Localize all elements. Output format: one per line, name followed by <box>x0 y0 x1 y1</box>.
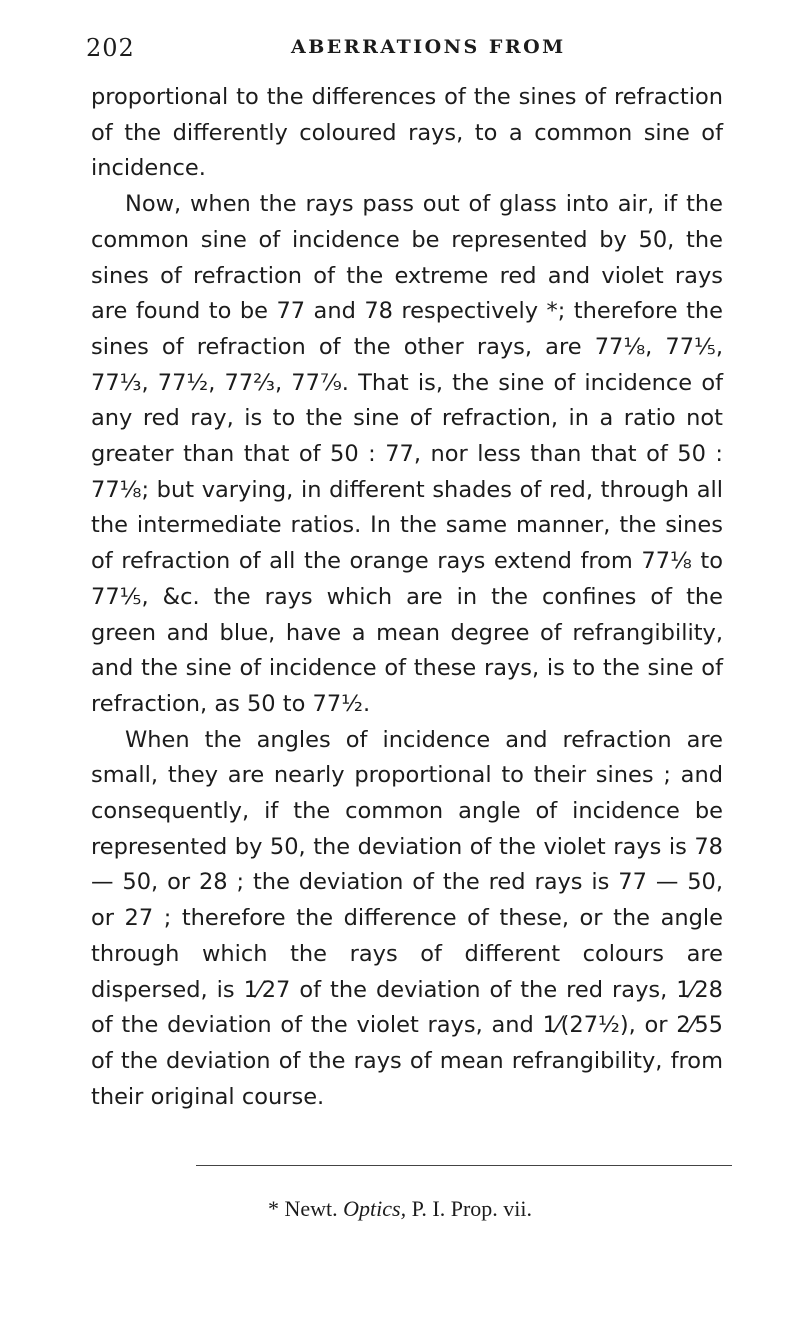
body-text <box>91 80 723 1115</box>
footnote-divider <box>196 1165 732 1166</box>
footnote-author: Newt. <box>284 1196 338 1221</box>
page-header <box>86 34 714 68</box>
footnote-work: Optics, <box>343 1196 407 1221</box>
footnote <box>0 1196 800 1222</box>
paragraph-2: Now, when the rays pass out of glass into air, if the common sine of incidence be represented by 50, the sines of refraction of the extreme red and violet rays are found to be 77 and 78 respectively *; therefore the sines of refraction of the other rays, are 77⅛, 77⅕, 77⅓, 77½, 77⅔, 77⁷⁄₉. That is, the sine of incidence of any red ray, is to the sine of refraction, in a ratio not greater than that of 50 : 77, nor less than that of 50 : 77⅛; but varying, in different shades of red, through all the intermediate ratios. In the same manner, the sines of refraction of all the orange rays extend from 77⅛ to 77⅕, &c. the rays which are in the confines of the green and blue, have a mean degree of refrangibility, and the sine of incidence of these rays, is to the sine of refraction, as 50 to 77½. <box>91 191 723 717</box>
page-number: 202 <box>86 34 135 62</box>
footnote-marker: * <box>267 1196 279 1221</box>
running-title: ABERRATIONS FROM <box>291 36 566 58</box>
footnote-reference: P. I. Prop. vii. <box>411 1196 533 1221</box>
paragraph-1: proportional to the differences of the sines of refraction of the differently coloured rays, to a common sine of incidence. <box>91 84 723 182</box>
paragraph-3: When the angles of incidence and refraction are small, they are nearly proportional to their sines ; and consequently, if the common angle of incidence be represented by 50, the deviation of the violet rays is 78 — 50, or 28 ; the deviation of the red rays is 77 — 50, or 27 ; therefore the difference of these, or the angle through which the rays of different colours are dispersed, is 1⁄27 of the deviation of the red rays, 1⁄28 of the deviation of the violet rays, and 1⁄(27½), or 2⁄55 of the deviation of the rays of mean refrangibility, from their original course. <box>91 726 723 1110</box>
